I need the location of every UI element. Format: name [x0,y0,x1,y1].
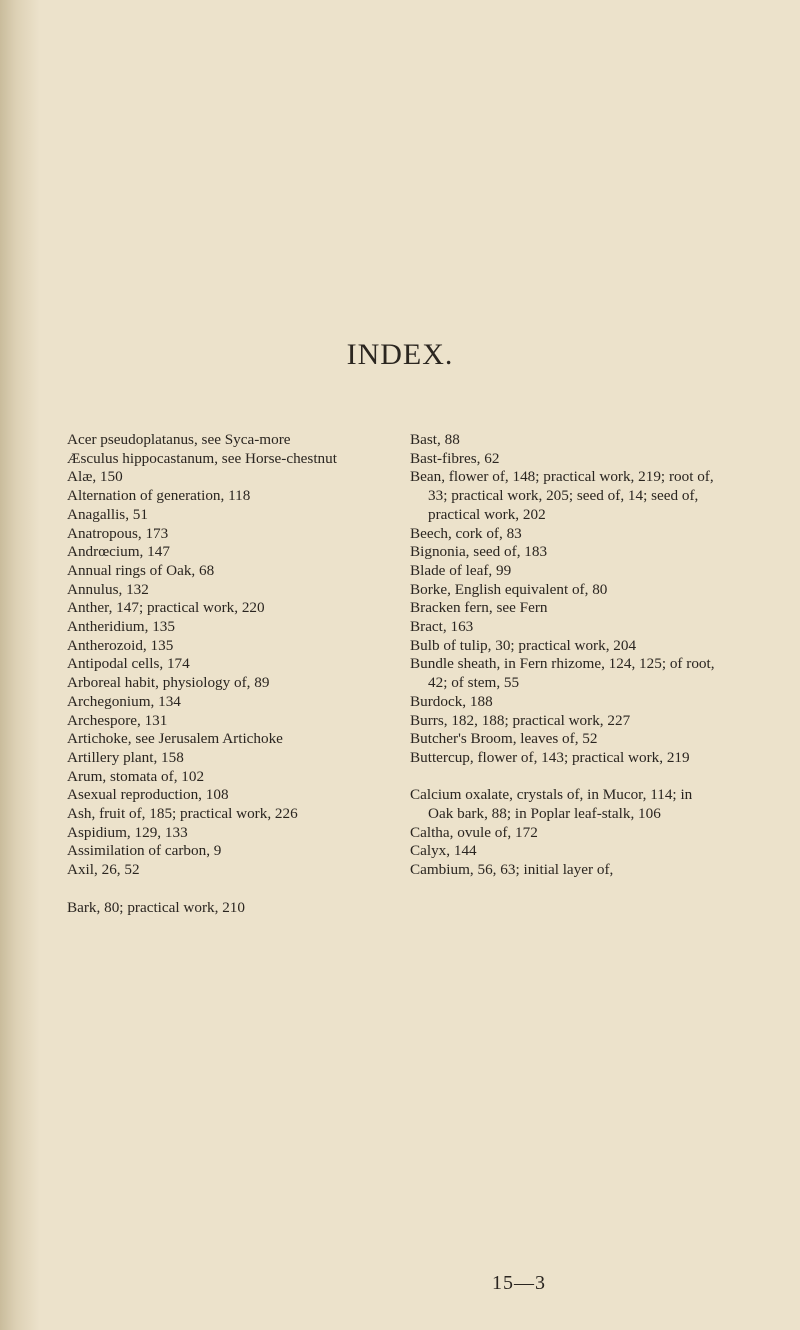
index-entry: Artichoke, see Jerusalem Artichoke [67,730,283,748]
index-entry: Bean, flower of, 148; practical work, 219; root of, 33; practical work, 205; seed of, 14; seed of, practical work, 202 [410,468,714,523]
index-entry: Calcium oxalate, crystals of, in Mucor, 114; in Oak bark, 88; in Poplar leaf-stalk, 106 [410,786,693,823]
index-entry: Antipodal cells, 174 [67,655,190,673]
index-entry: Bulb of tulip, 30; practical work, 204 [410,636,637,654]
index-entry: Butcher's Broom, leaves of, 52 [410,730,598,748]
index-entry: Andrœcium, 147 [67,543,170,561]
index-entry: Alternation of generation, 118 [67,487,251,505]
index-column-right [410,431,720,880]
index-entry: Acer pseudoplatanus, see Syca-more [67,431,291,448]
index-entry: Anther, 147; practical work, 220 [67,599,265,617]
index-entry: Assimilation of carbon, 9 [67,842,222,860]
page-edge [0,0,40,1330]
index-column-left [67,431,370,917]
index-entry: Ash, fruit of, 185; practical work, 226 [67,805,298,823]
index-entry: Bignonia, seed of, 183 [410,543,548,561]
index-entry: Burdock, 188 [410,692,493,710]
index-entry: Aspidium, 129, 133 [67,823,188,841]
index-entry: Bast, 88 [410,431,460,448]
section-gap [410,768,720,787]
index-entry: Cambium, 56, 63; initial layer of, [410,861,614,879]
index-entry: Asexual reproduction, 108 [67,786,229,804]
index-entry: Annual rings of Oak, 68 [67,561,215,579]
index-entry: Axil, 26, 52 [67,861,140,879]
index-entry: Æsculus hippocastanum, see Horse-chestnut [67,449,337,467]
index-entry: Archespore, 131 [67,711,168,729]
index-entry: Bark, 80; practical work, 210 [67,898,245,916]
index-entry: Burrs, 182, 188; practical work, 227 [410,711,631,729]
index-entry: Bast-fibres, 62 [410,449,500,467]
section-gap [67,880,370,899]
index-entry: Borke, English equivalent of, 80 [410,580,608,598]
index-entry: Anatropous, 173 [67,524,169,542]
index-entry: Bundle sheath, in Fern rhizome, 124, 125; of root, 42; of stem, 55 [410,655,715,692]
index-entry: Antheridium, 135 [67,618,175,636]
index-entry: Caltha, ovule of, 172 [410,823,538,841]
signature-mark: 15—3 [492,1272,546,1294]
index-entry: Bracken fern, see Fern [410,599,548,617]
index-entry: Arboreal habit, physiology of, 89 [67,674,270,692]
index-entry: Bract, 163 [410,618,474,636]
page-title: INDEX. [346,338,454,371]
index-entry: Arum, stomata of, 102 [67,767,205,785]
index-entry: Calyx, 144 [410,842,477,860]
index-entry: Buttercup, flower of, 143; practical work, 219 [410,748,690,766]
index-entry: Blade of leaf, 99 [410,561,512,579]
index-entry: Annulus, 132 [67,580,149,598]
index-entry: Archegonium, 134 [67,692,181,710]
index-entry: Antherozoid, 135 [67,636,174,654]
index-entry: Beech, cork of, 83 [410,524,522,542]
index-entry: Anagallis, 51 [67,505,148,523]
index-entry: Artillery plant, 158 [67,748,184,766]
index-entry: Alæ, 150 [67,468,123,486]
